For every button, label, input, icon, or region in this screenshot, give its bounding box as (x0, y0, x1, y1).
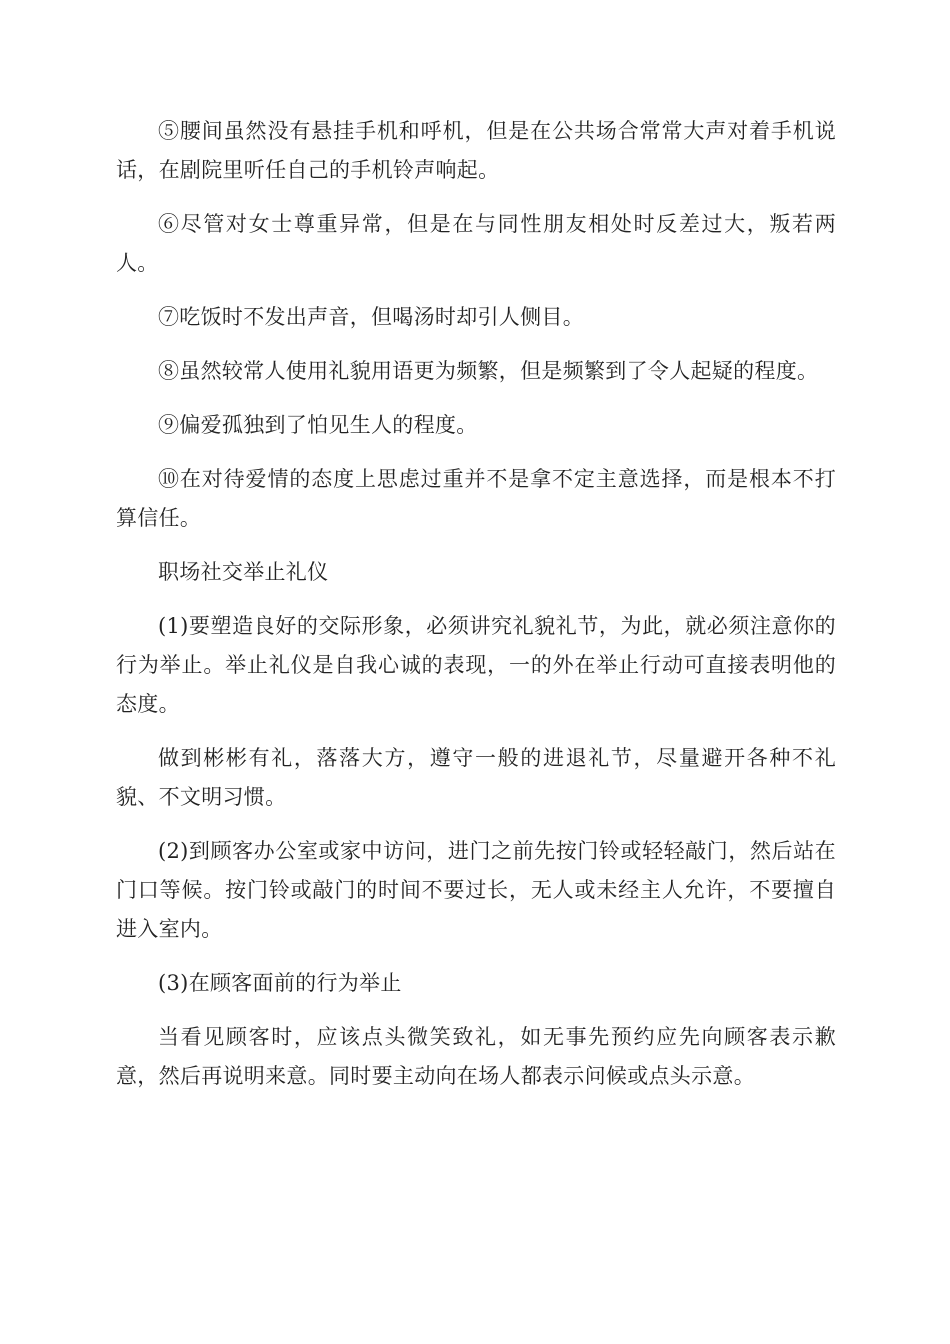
paragraph-item-8: ⑧虽然较常人使用礼貌用语更为频繁，但是频繁到了令人起疑的程度。 (158, 359, 819, 383)
paragraph-item-7: ⑦吃饭时不发出声音，但喝汤时却引人侧目。 (158, 305, 584, 329)
paragraph-point-2: (2)到顾客办公室或家中访问，进门之前先按门铃或轻轻敲门，然后站在门口等候。按门铃或敲门的时间不要过长，无人或未经主人允许，不要擅自进入室内。 (116, 839, 836, 941)
paragraph-point-1: (1)要塑造良好的交际形象，必须讲究礼貌礼节，为此，就必须注意你的行为举止。举止礼仪是自我心诚的表现，一的外在举止行动可直接表明他的态度。 (116, 614, 836, 716)
paragraph-item-6: ⑥尽管对女士尊重异常，但是在与同性朋友相处时反差过大，叛若两人。 (116, 212, 836, 275)
paragraph-item-10: ⑩在对待爱情的态度上思虑过重并不是拿不定主意选择，而是根本不打算信任。 (116, 467, 836, 530)
paragraph-manners: 做到彬彬有礼，落落大方，遵守一般的进退礼节，尽量避开各种不礼貌、不文明习惯。 (116, 746, 836, 809)
document-body (116, 112, 836, 1111)
paragraph-item-5: ⑤腰间虽然没有悬挂手机和呼机，但是在公共场合常常大声对着手机说话，在剧院里听任自己的手机铃声响起。 (116, 119, 836, 182)
paragraph-point-3-heading: (3)在顾客面前的行为举止 (158, 971, 402, 995)
paragraph-greeting: 当看见顾客时，应该点头微笑致礼，如无事先预约应先向顾客表示歉意，然后再说明来意。同时要主动向在场人都表示问候或点头示意。 (116, 1025, 836, 1088)
paragraph-item-9: ⑨偏爱孤独到了怕见生人的程度。 (158, 413, 478, 437)
section-heading: 职场社交举止礼仪 (158, 560, 329, 584)
